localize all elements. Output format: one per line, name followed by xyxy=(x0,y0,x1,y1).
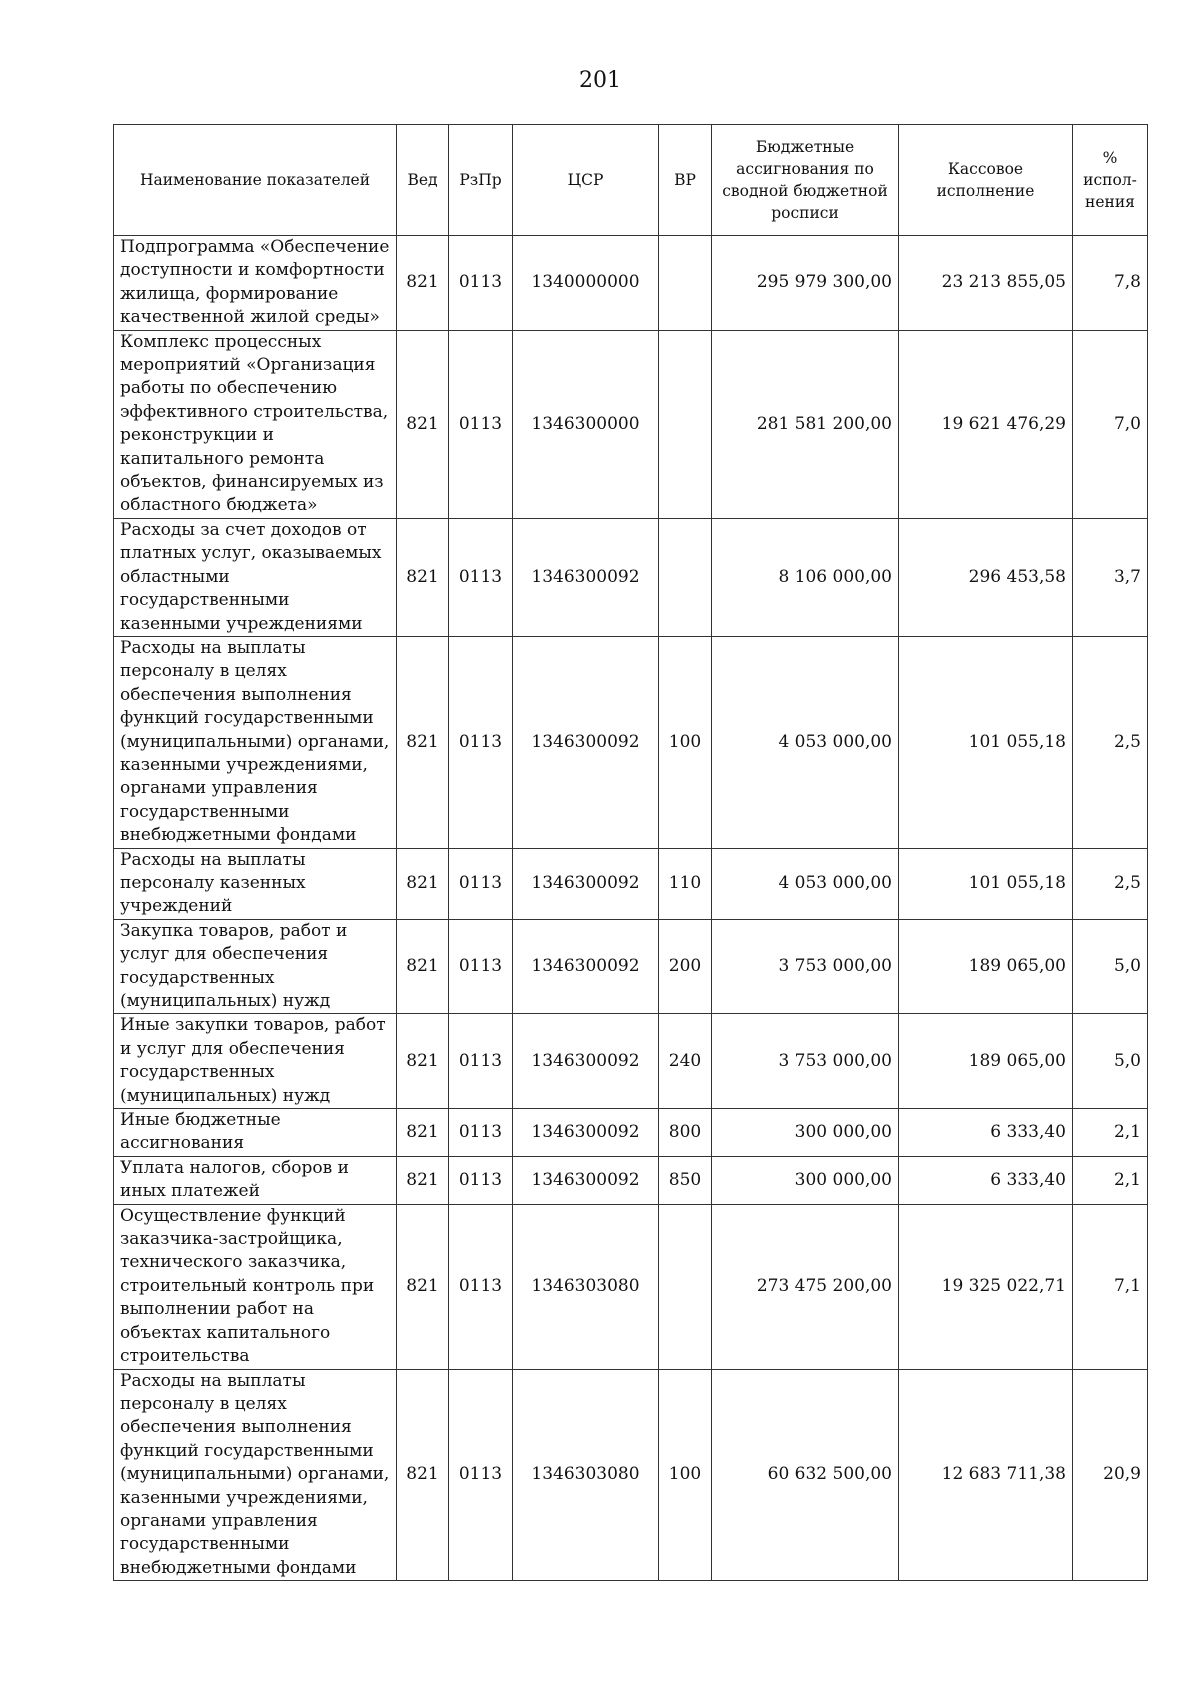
cell-rzpr: 0113 xyxy=(449,1014,513,1109)
cell-pct: 2,1 xyxy=(1073,1156,1148,1204)
cell-ved: 821 xyxy=(397,919,449,1014)
cell-rzpr: 0113 xyxy=(449,848,513,919)
cell-pct: 5,0 xyxy=(1073,919,1148,1014)
cell-ved: 821 xyxy=(397,330,449,518)
table-row xyxy=(114,1156,1148,1204)
cell-budget: 60 632 500,00 xyxy=(712,1369,899,1581)
cell-name: Осуществление функций заказчика-застройщика, технического заказчика, строительный контроль при выполнении работ на объектах капитального строительства xyxy=(114,1204,397,1369)
cell-ved: 821 xyxy=(397,636,449,848)
page-number: 201 xyxy=(579,68,621,93)
cell-ved: 821 xyxy=(397,848,449,919)
table-row xyxy=(114,1369,1148,1581)
cell-cash: 101 055,18 xyxy=(899,848,1073,919)
table-header-row xyxy=(114,125,1148,236)
cell-ved: 821 xyxy=(397,1014,449,1109)
cell-budget: 281 581 200,00 xyxy=(712,330,899,518)
cell-budget: 3 753 000,00 xyxy=(712,1014,899,1109)
header-cash: Кассовое исполнение xyxy=(899,125,1073,236)
cell-pct: 2,5 xyxy=(1073,636,1148,848)
cell-pct: 3,7 xyxy=(1073,518,1148,636)
cell-rzpr: 0113 xyxy=(449,518,513,636)
cell-rzpr: 0113 xyxy=(449,330,513,518)
cell-name: Комплекс процессных мероприятий «Организация работы по обеспечению эффективного строительства, реконструкции и капитального ремонта объектов, финансируемых из областного бюджета» xyxy=(114,330,397,518)
cell-rzpr: 0113 xyxy=(449,1156,513,1204)
cell-cash: 189 065,00 xyxy=(899,919,1073,1014)
cell-vr xyxy=(659,330,712,518)
cell-csr: 1340000000 xyxy=(513,236,659,331)
cell-vr xyxy=(659,1204,712,1369)
cell-csr: 1346300092 xyxy=(513,919,659,1014)
table-row xyxy=(114,236,1148,331)
cell-csr: 1346300092 xyxy=(513,1156,659,1204)
cell-csr: 1346300092 xyxy=(513,1109,659,1157)
cell-rzpr: 0113 xyxy=(449,1369,513,1581)
header-rzpr: РзПр xyxy=(449,125,513,236)
cell-budget: 8 106 000,00 xyxy=(712,518,899,636)
cell-name: Расходы на выплаты персоналу в целях обеспечения выполнения функций государственными (муниципальными) органами, казенными учреждениями, органами управления государственными внебюджетными фондами xyxy=(114,636,397,848)
header-budget: Бюджетные ассигнования по сводной бюджетной росписи xyxy=(712,125,899,236)
cell-cash: 23 213 855,05 xyxy=(899,236,1073,331)
cell-name: Иные бюджетные ассигнования xyxy=(114,1109,397,1157)
cell-rzpr: 0113 xyxy=(449,1109,513,1157)
cell-name: Подпрограмма «Обеспечение доступности и комфортности жилища, формирование качественной жилой среды» xyxy=(114,236,397,331)
header-ved: Вед xyxy=(397,125,449,236)
cell-csr: 1346303080 xyxy=(513,1369,659,1581)
cell-name: Расходы за счет доходов от платных услуг, оказываемых областными государственными казенными учреждениями xyxy=(114,518,397,636)
table-row xyxy=(114,1014,1148,1109)
cell-budget: 300 000,00 xyxy=(712,1156,899,1204)
cell-csr: 1346303080 xyxy=(513,1204,659,1369)
cell-cash: 296 453,58 xyxy=(899,518,1073,636)
cell-cash: 19 621 476,29 xyxy=(899,330,1073,518)
cell-budget: 295 979 300,00 xyxy=(712,236,899,331)
table-row xyxy=(114,919,1148,1014)
cell-ved: 821 xyxy=(397,1109,449,1157)
cell-pct: 5,0 xyxy=(1073,1014,1148,1109)
cell-budget: 300 000,00 xyxy=(712,1109,899,1157)
table-row xyxy=(114,636,1148,848)
cell-vr xyxy=(659,236,712,331)
cell-budget: 3 753 000,00 xyxy=(712,919,899,1014)
cell-cash: 189 065,00 xyxy=(899,1014,1073,1109)
cell-csr: 1346300092 xyxy=(513,848,659,919)
cell-name: Уплата налогов, сборов и иных платежей xyxy=(114,1156,397,1204)
cell-budget: 4 053 000,00 xyxy=(712,636,899,848)
cell-vr: 850 xyxy=(659,1156,712,1204)
cell-name: Закупка товаров, работ и услуг для обеспечения государственных (муниципальных) нужд xyxy=(114,919,397,1014)
cell-cash: 12 683 711,38 xyxy=(899,1369,1073,1581)
cell-rzpr: 0113 xyxy=(449,236,513,331)
table-row xyxy=(114,848,1148,919)
header-csr: ЦСР xyxy=(513,125,659,236)
cell-pct: 20,9 xyxy=(1073,1369,1148,1581)
header-vr: ВР xyxy=(659,125,712,236)
cell-vr: 100 xyxy=(659,636,712,848)
cell-ved: 821 xyxy=(397,1156,449,1204)
cell-vr xyxy=(659,518,712,636)
table-row xyxy=(114,1204,1148,1369)
cell-rzpr: 0113 xyxy=(449,1204,513,1369)
cell-vr: 200 xyxy=(659,919,712,1014)
cell-ved: 821 xyxy=(397,1204,449,1369)
cell-ved: 821 xyxy=(397,1369,449,1581)
cell-vr: 240 xyxy=(659,1014,712,1109)
cell-pct: 7,0 xyxy=(1073,330,1148,518)
table-row xyxy=(114,330,1148,518)
table-row xyxy=(114,1109,1148,1157)
cell-rzpr: 0113 xyxy=(449,919,513,1014)
cell-csr: 1346300092 xyxy=(513,518,659,636)
cell-csr: 1346300000 xyxy=(513,330,659,518)
cell-name: Расходы на выплаты персоналу казенных учреждений xyxy=(114,848,397,919)
cell-ved: 821 xyxy=(397,236,449,331)
cell-budget: 4 053 000,00 xyxy=(712,848,899,919)
cell-vr: 100 xyxy=(659,1369,712,1581)
cell-pct: 2,5 xyxy=(1073,848,1148,919)
cell-name: Расходы на выплаты персоналу в целях обеспечения выполнения функций государственными (муниципальными) органами, казенными учреждениями, органами управления государственными внебюджетными фондами xyxy=(114,1369,397,1581)
cell-cash: 6 333,40 xyxy=(899,1156,1073,1204)
cell-pct: 7,8 xyxy=(1073,236,1148,331)
cell-pct: 2,1 xyxy=(1073,1109,1148,1157)
cell-vr: 800 xyxy=(659,1109,712,1157)
cell-ved: 821 xyxy=(397,518,449,636)
cell-rzpr: 0113 xyxy=(449,636,513,848)
header-pct: % испол-нения xyxy=(1073,125,1148,236)
header-name: Наименование показателей xyxy=(114,125,397,236)
cell-cash: 6 333,40 xyxy=(899,1109,1073,1157)
cell-cash: 19 325 022,71 xyxy=(899,1204,1073,1369)
budget-execution-table xyxy=(113,124,1148,1581)
table-row xyxy=(114,518,1148,636)
table-body xyxy=(114,236,1148,1581)
cell-csr: 1346300092 xyxy=(513,636,659,848)
cell-pct: 7,1 xyxy=(1073,1204,1148,1369)
cell-vr: 110 xyxy=(659,848,712,919)
cell-budget: 273 475 200,00 xyxy=(712,1204,899,1369)
cell-csr: 1346300092 xyxy=(513,1014,659,1109)
cell-cash: 101 055,18 xyxy=(899,636,1073,848)
cell-name: Иные закупки товаров, работ и услуг для обеспечения государственных (муниципальных) нужд xyxy=(114,1014,397,1109)
